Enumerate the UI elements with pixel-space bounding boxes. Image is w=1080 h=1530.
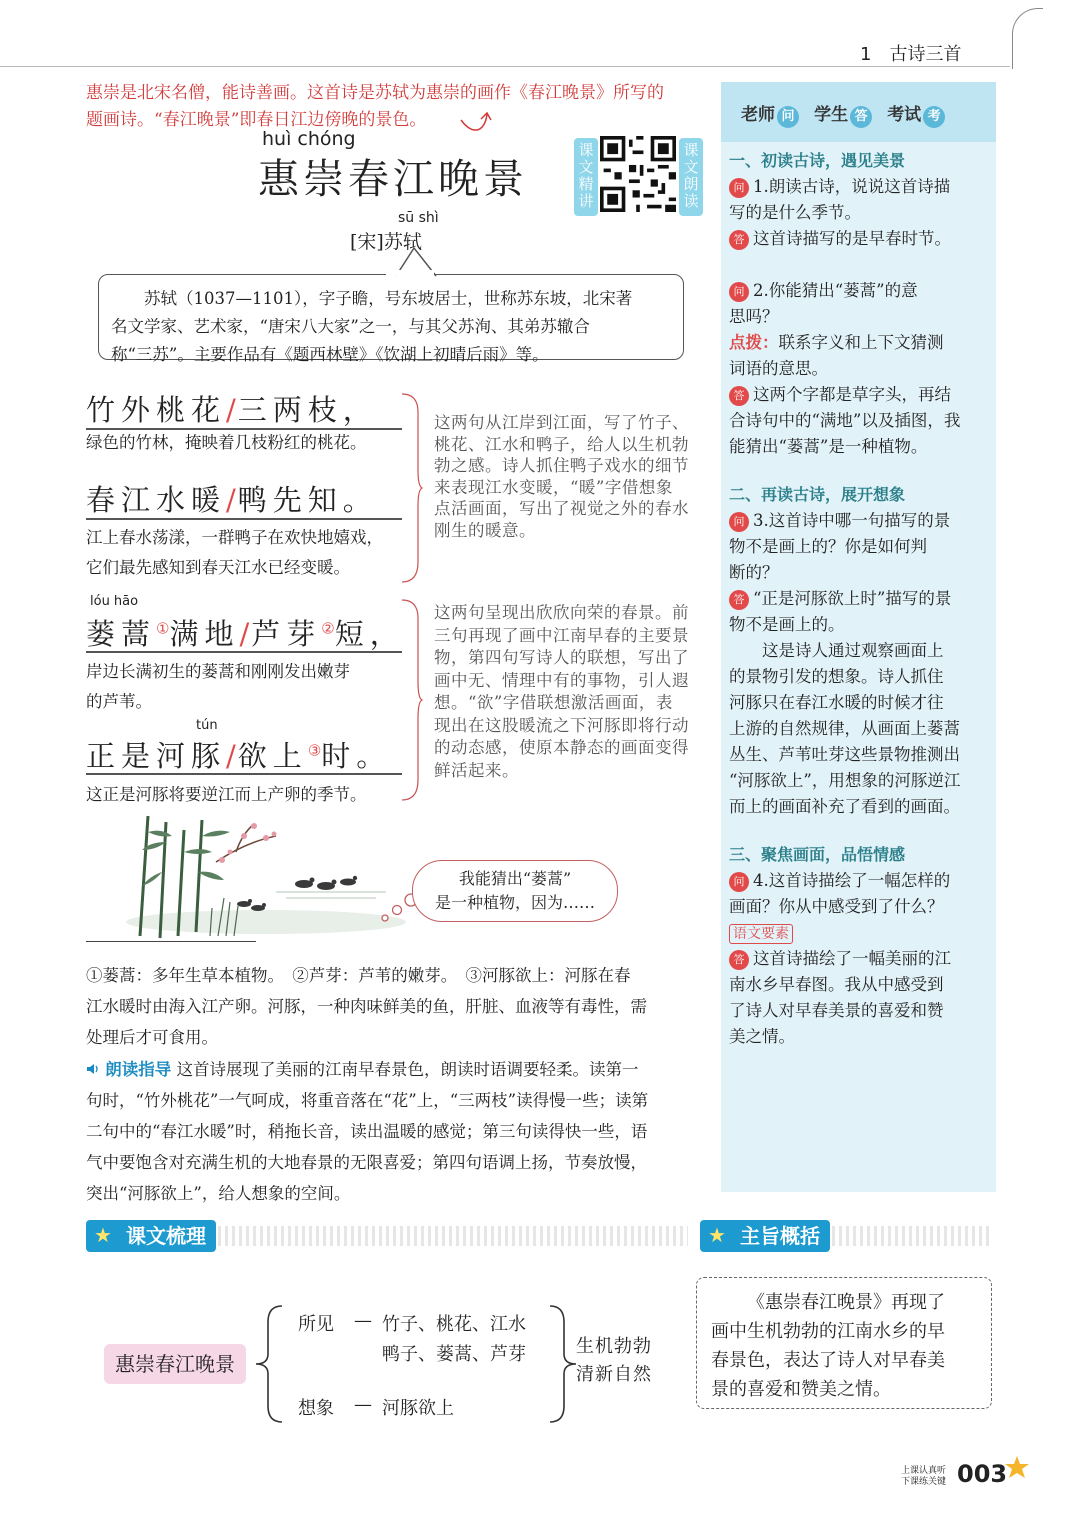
spacer bbox=[729, 460, 989, 482]
analysis-line: 三句再现了画中江南早春的主要景 bbox=[434, 625, 689, 645]
qa-text: 1.朗读古诗，说说这首诗描 bbox=[753, 177, 951, 196]
banner-label: 主旨概括 bbox=[740, 1224, 820, 1248]
qa-text: 4.这首诗描绘了一幅怎样的 bbox=[753, 871, 951, 890]
qa-text: 2.你能猜出“蒌蒿”的意 bbox=[753, 281, 918, 300]
footnote-rule bbox=[86, 941, 256, 942]
question-icon: 问 bbox=[729, 872, 749, 892]
qa-text: 词语的意思。 bbox=[729, 359, 828, 378]
ink-painting-illustration bbox=[126, 812, 406, 940]
analysis-line: 物，第四句写诗人的联想，写出了 bbox=[434, 648, 689, 667]
poem-line-2 bbox=[86, 478, 378, 519]
qa-text: 思吗？ bbox=[729, 307, 779, 326]
page-slogan-line: 上课认真听 bbox=[901, 1466, 947, 1476]
qa-text: 3.这首诗中哪一句描写的景 bbox=[753, 511, 951, 530]
footnote-mark: ③ bbox=[307, 741, 322, 760]
qa-text: 丛生、芦苇吐芽这些景物推测出 bbox=[729, 745, 960, 764]
analysis-line: 现出在这股暖流之下河豚即将行动 bbox=[434, 715, 689, 735]
imagination-label: 想象 bbox=[298, 1398, 334, 1419]
analysis-line: 鲜活起来。 bbox=[434, 760, 519, 780]
answer-badge-icon: 答 bbox=[850, 106, 872, 128]
translation-line: 的芦苇。 bbox=[86, 692, 152, 711]
footnote-line: ①蒌蒿：多年生草本植物。 ②芦芽：芦苇的嫩芽。 ③河豚欲上：河豚在春 bbox=[86, 966, 631, 985]
imagination-item: 河豚欲上 bbox=[382, 1398, 454, 1419]
qa-text: 美之情。 bbox=[729, 1027, 795, 1046]
seen-items-1: 竹子、桃花、江水 bbox=[382, 1314, 526, 1335]
mascot-icon bbox=[1003, 1454, 1031, 1482]
reading-guide-line: 句时，“竹外桃花”一气呵成，将重音落在“花”上，“三两枝”读得慢一些；读第 bbox=[86, 1091, 649, 1110]
reading-guide-label: 朗读指导 bbox=[105, 1060, 172, 1079]
left-brace bbox=[250, 1302, 290, 1426]
qa-text: 而上的画面补充了看到的画面。 bbox=[729, 797, 960, 816]
qa-question-1 bbox=[729, 174, 989, 200]
qa-text: 这首诗描写的是早春时节。 bbox=[753, 229, 951, 248]
poem-line-3 bbox=[86, 612, 405, 653]
poem-rule bbox=[86, 518, 402, 520]
pinyin-louhao: lóu hāo bbox=[90, 594, 139, 609]
intro-note-line: 惠崇是北宋名僧，能诗善画。这首诗是苏轼为惠崇的画作《春江晚景》所写的 bbox=[86, 83, 664, 103]
translation-line: 它们最先感知到春天江水已经变暖。 bbox=[86, 558, 350, 577]
qr-label-lecture: 课文精讲 bbox=[574, 138, 598, 216]
pause-mark: / bbox=[226, 393, 238, 427]
reading-guide-text: 这首诗展现了美丽的江南早春景色，朗读时语调要轻柔。读第一 bbox=[176, 1060, 639, 1079]
qa-tab-teacher bbox=[741, 105, 799, 125]
translation-line: 江上春水荡漾，一群鸭子在欢快地嬉戏， bbox=[86, 528, 383, 547]
qa-text: 能猜出“蒌蒿”是一种植物。 bbox=[729, 437, 928, 456]
theme-line: 画中生机勃勃的江南水乡的早 bbox=[711, 1321, 945, 1342]
qa-tab-label: 考试 bbox=[887, 105, 922, 125]
qr-label-reading: 课文朗读 bbox=[679, 138, 703, 216]
theme-line: 景的喜爱和赞美之情。 bbox=[711, 1379, 891, 1400]
poem-text: 欲上 bbox=[237, 739, 308, 773]
author-bio-line: 名文学家、艺术家，“唐宋八大家”之一，与其父苏洵、其弟苏辙合 bbox=[111, 317, 590, 336]
pinyin-tun: tún bbox=[196, 718, 218, 733]
qa-text: 这是诗人通过观察画面上 bbox=[762, 641, 944, 660]
theme-line: 春景色，表达了诗人对早春美 bbox=[711, 1350, 945, 1371]
speaker-icon bbox=[86, 1062, 100, 1076]
banner-label: 课文梳理 bbox=[126, 1224, 206, 1248]
question-badge-icon: 问 bbox=[777, 106, 799, 128]
answer-icon: 答 bbox=[729, 590, 749, 610]
qa-question-2 bbox=[729, 278, 989, 304]
poem-text: 时。 bbox=[321, 739, 392, 773]
thought-bubble-line: 是一种植物，因为…… bbox=[434, 893, 595, 912]
qa-section-heading: 一、初读古诗，遇见美景 bbox=[729, 151, 906, 170]
qa-text: 物不是画上的。 bbox=[729, 615, 845, 634]
qa-text: “河豚欲上”，用想象的河豚逆江 bbox=[729, 771, 961, 790]
bubble-gap bbox=[386, 270, 434, 276]
question-icon: 问 bbox=[729, 282, 749, 302]
qa-text: 上游的自然规律，从画面上蒌蒿 bbox=[729, 719, 960, 738]
qa-text: 了诗人对早春美景的喜爱和赞 bbox=[729, 1001, 944, 1020]
language-element-tag: 语文要素 bbox=[729, 924, 793, 944]
reading-guide-line bbox=[86, 1054, 706, 1085]
poem-rule bbox=[86, 651, 402, 653]
qa-question-4 bbox=[729, 868, 989, 894]
qa-hint bbox=[729, 330, 989, 356]
thought-bubble bbox=[412, 860, 618, 922]
qa-answer-4 bbox=[729, 946, 989, 972]
poem-text: 鸭先知。 bbox=[237, 483, 378, 517]
theme-line: 《惠崇春江晚景》再现了 bbox=[747, 1292, 945, 1313]
translation-4: 这正是河豚将要逆江而上产卵的季节。 bbox=[86, 785, 367, 804]
qa-text: 合诗句中的“满地”以及插图，我 bbox=[729, 411, 961, 430]
title-pinyin: huì chóng bbox=[262, 128, 356, 150]
analysis-line: 这两句从江岸到江面，写了竹子、 bbox=[434, 413, 689, 432]
reading-guide bbox=[86, 1054, 706, 1209]
qa-tab-student bbox=[814, 105, 872, 125]
analysis-line: 画中无、情理中有的事物，引人遐 bbox=[434, 670, 689, 690]
qa-section-heading: 二、再读古诗，展开想象 bbox=[729, 485, 906, 504]
note-arrow-icon bbox=[455, 110, 495, 136]
seen-items-2: 鸭子、蒌蒿、芦芽 bbox=[382, 1344, 526, 1365]
analysis-line: 想。“欲”字借联想激活画面，表 bbox=[434, 693, 673, 712]
result-2: 清新自然 bbox=[576, 1364, 652, 1385]
lesson-header: 1 古诗三首 bbox=[860, 44, 962, 65]
reading-guide-line: 气中要饱含对充满生机的大地春景的无限喜爱；第四句语调上扬，节奏放慢， bbox=[86, 1153, 647, 1172]
author-bio-box bbox=[98, 274, 684, 364]
question-icon: 问 bbox=[729, 512, 749, 532]
banner-texture bbox=[832, 1226, 992, 1246]
star-icon: ★ bbox=[708, 1223, 726, 1247]
qa-tab-exam bbox=[887, 105, 945, 125]
qa-text: 这两个字都是草字头，再结 bbox=[753, 385, 951, 404]
question-icon: 问 bbox=[729, 178, 749, 198]
header-rule bbox=[0, 66, 1010, 67]
answer-icon: 答 bbox=[729, 230, 749, 250]
qa-question-3 bbox=[729, 508, 989, 534]
analysis-line: 勃之感。诗人抓住鸭子戏水的细节 bbox=[434, 456, 689, 475]
poem-text: 芦芽 bbox=[251, 617, 322, 651]
page-corner-decoration bbox=[1012, 8, 1043, 69]
spacer bbox=[729, 252, 989, 278]
star-icon: ★ bbox=[94, 1223, 112, 1247]
qa-answer-1 bbox=[729, 226, 989, 252]
analysis-line: 桃花、江水和鸭子，给人以生机勃 bbox=[434, 434, 689, 454]
poem-text: 短， bbox=[334, 617, 405, 651]
intro-note bbox=[86, 80, 706, 134]
author-bio-line: 苏轼（1037—1101），字子瞻，号东坡居士，世称苏东坡，北宋著 bbox=[144, 289, 633, 308]
page-slogan-line: 下课练关键 bbox=[901, 1477, 947, 1487]
footnote-line: 江水暖时由海入江产卵。河豚，一种肉味鲜美的鱼，肝脏、血液等有毒性，需 bbox=[86, 997, 647, 1016]
answer-icon: 答 bbox=[729, 950, 749, 970]
author-pinyin: sū shì bbox=[398, 210, 439, 226]
reading-guide-line: 突出“河豚欲上”，给人想象的空间。 bbox=[86, 1184, 351, 1203]
qa-text: 的景物引发的想象。诗人抓住 bbox=[729, 667, 944, 686]
hint-label: 点拨： bbox=[729, 333, 779, 352]
qa-content bbox=[729, 148, 989, 1050]
structure-banner bbox=[86, 1220, 216, 1252]
poem-line-1 bbox=[86, 388, 378, 429]
analysis-bracket bbox=[400, 598, 424, 802]
qa-text: 南水乡早春图。我从中感受到 bbox=[729, 975, 944, 994]
seen-dash: — bbox=[354, 1310, 372, 1331]
analysis-bracket bbox=[400, 392, 424, 584]
translation-1: 绿色的竹林，掩映着几枝粉红的桃花。 bbox=[86, 433, 367, 452]
qa-text: 物不是画上的？你是如何判 bbox=[729, 537, 927, 556]
qa-text: 写的是什么季节。 bbox=[729, 203, 861, 222]
qr-code[interactable] bbox=[600, 136, 676, 212]
qa-text: 这首诗描绘了一幅美丽的江 bbox=[753, 949, 951, 968]
result-1: 生机勃勃 bbox=[576, 1336, 652, 1357]
poem-text: 正是河豚 bbox=[86, 739, 227, 773]
pause-mark: / bbox=[226, 483, 238, 517]
poem-author: [宋]苏轼 bbox=[350, 231, 422, 253]
page-slogan bbox=[901, 1466, 946, 1488]
analysis-1 bbox=[434, 412, 719, 541]
analysis-line: 来表现江水变暖，“暖”字借想象 bbox=[434, 477, 673, 497]
thought-bubble-line: 我能猜出“蒌蒿” bbox=[458, 869, 572, 888]
theme-summary bbox=[696, 1277, 992, 1409]
qa-tab-label: 老师 bbox=[741, 105, 775, 125]
qa-answer-3 bbox=[729, 586, 989, 612]
seen-label: 所见 bbox=[298, 1314, 334, 1335]
analysis-line: 刚生的暖意。 bbox=[434, 520, 536, 540]
right-brace bbox=[546, 1302, 580, 1426]
qa-header bbox=[721, 82, 996, 142]
poem-title: 惠崇春江晚景 bbox=[258, 155, 528, 203]
poem-text: 三两枝， bbox=[237, 393, 378, 427]
qa-text: 河豚只在春江水暖的时候才往 bbox=[729, 693, 944, 712]
translation-line: 岸边长满初生的蒌蒿和刚刚发出嫩芽 bbox=[86, 662, 350, 681]
translation-3 bbox=[86, 657, 350, 717]
author-bio-line: 称“三苏”。主要作品有《题西林壁》《饮湖上初晴后雨》等。 bbox=[111, 345, 549, 364]
poem-rule bbox=[86, 773, 402, 775]
structure-root: 惠崇春江晚景 bbox=[104, 1344, 246, 1384]
answer-icon: 答 bbox=[729, 386, 749, 406]
pause-mark: / bbox=[226, 739, 238, 773]
spacer bbox=[729, 820, 989, 842]
qa-text: 断的？ bbox=[729, 563, 779, 582]
pause-mark: / bbox=[239, 617, 252, 651]
qa-text: “正是河豚欲上时”描写的景 bbox=[753, 589, 952, 608]
qa-answer-2 bbox=[729, 382, 989, 408]
poem-text: 蒌蒿 bbox=[86, 617, 157, 651]
analysis-2 bbox=[434, 602, 719, 782]
qa-text: 画面？你从中感受到了什么？ bbox=[729, 897, 944, 916]
qa-tab-label: 学生 bbox=[814, 105, 849, 125]
analysis-line: 的动态感，使原本静态的画面变得 bbox=[434, 738, 689, 757]
analysis-line: 点活画面，写出了视觉之外的春水 bbox=[434, 499, 689, 518]
theme-banner bbox=[700, 1220, 830, 1252]
qa-section-heading: 三、聚焦画面，品悟情感 bbox=[729, 845, 906, 864]
qa-text: 联系字义和上下文猜测 bbox=[778, 333, 944, 352]
poem-text: 春江水暖 bbox=[86, 483, 227, 517]
footnote-line: 处理后才可食用。 bbox=[86, 1028, 218, 1047]
reading-guide-line: 二句中的“春江水暖”时，稍拖长音，读出温暖的感觉；第三句读得快一些，语 bbox=[86, 1122, 648, 1141]
footnotes bbox=[86, 960, 704, 1053]
banner-texture bbox=[218, 1226, 688, 1246]
translation-2 bbox=[86, 523, 383, 583]
exam-badge-icon: 考 bbox=[923, 106, 945, 128]
analysis-line: 这两句呈现出欣欣向荣的春景。前 bbox=[434, 603, 689, 622]
footnote-mark: ① bbox=[156, 619, 170, 638]
footnote-mark: ② bbox=[321, 619, 335, 638]
imagination-dash: — bbox=[354, 1394, 372, 1415]
page-number: 003 bbox=[957, 1460, 1008, 1488]
poem-text: 竹外桃花 bbox=[86, 393, 227, 427]
intro-note-line: 题画诗。“春江晚景”即春日江边傍晚的景色。 bbox=[86, 110, 427, 130]
poem-text: 满地 bbox=[169, 617, 240, 651]
poem-line-4 bbox=[86, 734, 391, 775]
